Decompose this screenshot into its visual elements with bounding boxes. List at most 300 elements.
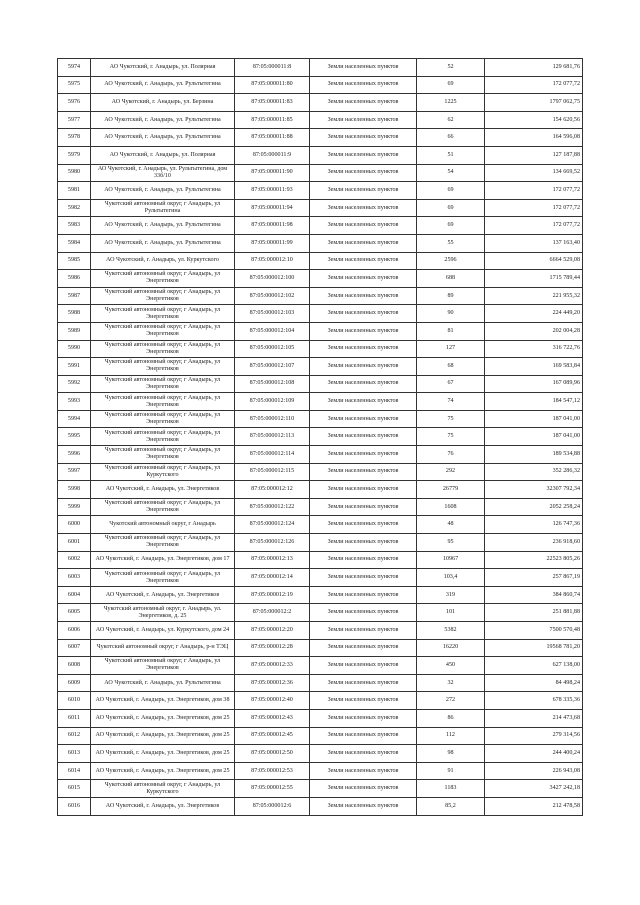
table-row	[58, 446, 583, 464]
table-row	[58, 692, 583, 710]
address-cell: Чукотский автономный округ, г Анадырь, ул Куркутского	[91, 780, 235, 798]
cadastral-value-cell: 279 314,56	[485, 727, 583, 745]
address-cell: Чукотский автономный округ, г Анадырь, ул Энергетиков	[91, 428, 235, 446]
table-row	[58, 481, 583, 499]
area-cell: 52	[417, 59, 485, 77]
row-number-cell: 6016	[58, 797, 91, 815]
address-cell: АО Чукотский, г. Анадырь, ул. Рультытегина	[91, 182, 235, 200]
table-row	[58, 410, 583, 428]
land-category-cell: Земли населенных пунктов	[310, 674, 417, 692]
cadastral-value-cell: 167 089,96	[485, 375, 583, 393]
cadastral-number-cell: 87:05:000012:105	[235, 340, 310, 358]
cadastral-number-cell: 87:05:000012:13	[235, 551, 310, 569]
table-row	[58, 340, 583, 358]
cadastral-number-cell: 87:05:000012:103	[235, 305, 310, 323]
table-row	[58, 94, 583, 112]
cadastral-number-cell: 87:05:000011:93	[235, 182, 310, 200]
cadastral-value-cell: 32307 792,34	[485, 481, 583, 499]
row-number-cell: 5981	[58, 182, 91, 200]
cadastral-value-cell: 3427 242,18	[485, 780, 583, 798]
cadastral-value-cell: 84 498,24	[485, 674, 583, 692]
row-number-cell: 6002	[58, 551, 91, 569]
cadastral-value-cell: 2052 258,24	[485, 498, 583, 516]
address-cell: АО Чукотский, г. Анадырь, ул. Куркутского	[91, 252, 235, 270]
cadastral-value-cell: 134 669,52	[485, 164, 583, 182]
row-number-cell: 6001	[58, 534, 91, 552]
cadastral-value-cell: 172 077,72	[485, 76, 583, 94]
row-number-cell: 5977	[58, 111, 91, 129]
address-cell: Чукотский автономный округ, г Анадырь, ул Энергетиков	[91, 569, 235, 587]
row-number-cell: 6010	[58, 692, 91, 710]
row-number-cell: 6008	[58, 657, 91, 675]
row-number-cell: 5985	[58, 252, 91, 270]
cadastral-value-cell: 221 955,32	[485, 287, 583, 305]
row-number-cell: 6007	[58, 639, 91, 657]
cadastral-number-cell: 87:05:000012:107	[235, 358, 310, 376]
area-cell: 75	[417, 410, 485, 428]
land-category-cell: Земли населенных пунктов	[310, 199, 417, 217]
table-row	[58, 305, 583, 323]
address-cell: АО Чукотский, г. Анадырь, ул. Энергетиков	[91, 586, 235, 604]
land-category-cell: Земли населенных пунктов	[310, 76, 417, 94]
land-category-cell: Земли населенных пунктов	[310, 586, 417, 604]
land-category-cell: Земли населенных пунктов	[310, 146, 417, 164]
cadastral-value-cell: 172 077,72	[485, 199, 583, 217]
address-cell: Чукотский автономный округ, г Анадырь, ул Энергетиков	[91, 305, 235, 323]
cadastral-number-cell: 87:05:000012:19	[235, 586, 310, 604]
address-cell: Чукотский автономный округ, г Анадырь, ул Энергетиков	[91, 393, 235, 411]
address-cell: Чукотский автономный округ, г Анадырь, ул Энергетиков	[91, 375, 235, 393]
cadastral-number-cell: 87:05:000012:50	[235, 745, 310, 763]
cadastral-number-cell: 87:05:000012:124	[235, 516, 310, 534]
table-row	[58, 604, 583, 622]
table-row	[58, 463, 583, 481]
row-number-cell: 6004	[58, 586, 91, 604]
table-row	[58, 164, 583, 182]
table-row	[58, 569, 583, 587]
land-category-cell: Земли населенных пунктов	[310, 639, 417, 657]
area-cell: 66	[417, 129, 485, 147]
cadastral-value-cell: 172 077,72	[485, 217, 583, 235]
cadastral-number-cell: 87:05:000012:45	[235, 727, 310, 745]
address-cell: Чукотский автономный округ, г Анадырь, ул Энергетиков	[91, 287, 235, 305]
cadastral-value-cell: 187 041,00	[485, 428, 583, 446]
cadastral-value-cell: 214 473,68	[485, 709, 583, 727]
table-row	[58, 428, 583, 446]
area-cell: 272	[417, 692, 485, 710]
cadastral-number-cell: 87:05:000012:6	[235, 797, 310, 815]
row-number-cell: 6015	[58, 780, 91, 798]
cadastral-value-cell: 169 583,84	[485, 358, 583, 376]
cadastral-number-cell: 87:05:000011:98	[235, 217, 310, 235]
address-cell: АО Чукотский, г. Анадырь, ул. Энергетиков, дом 38	[91, 692, 235, 710]
land-category-cell: Земли населенных пунктов	[310, 622, 417, 640]
table-row	[58, 182, 583, 200]
table-row	[58, 270, 583, 288]
address-cell: Чукотский автономный округ, г Анадырь	[91, 516, 235, 534]
cadastral-value-cell: 316 722,76	[485, 340, 583, 358]
cadastral-value-cell: 184 547,12	[485, 393, 583, 411]
cadastral-value-cell: 22523 805,26	[485, 551, 583, 569]
row-number-cell: 5992	[58, 375, 91, 393]
cadastral-number-cell: 87:05:000012:10	[235, 252, 310, 270]
address-cell: АО Чукотский, г. Анадырь, ул. Рультытегина	[91, 217, 235, 235]
area-cell: 292	[417, 463, 485, 481]
area-cell: 1608	[417, 498, 485, 516]
land-category-cell: Земли населенных пунктов	[310, 164, 417, 182]
table-row	[58, 551, 583, 569]
area-cell: 69	[417, 217, 485, 235]
cadastral-value-cell: 7500 570,48	[485, 622, 583, 640]
row-number-cell: 5996	[58, 446, 91, 464]
area-cell: 688	[417, 270, 485, 288]
land-category-cell: Земли населенных пунктов	[310, 217, 417, 235]
address-cell: Чукотский автономный округ, г Анадырь, ул Энергетиков	[91, 498, 235, 516]
land-category-cell: Земли населенных пунктов	[310, 709, 417, 727]
address-cell: АО Чукотский, г. Анадырь, ул. Куркутского, дом 24	[91, 622, 235, 640]
address-cell: АО Чукотский, г. Анадырь, ул. Энергетиков, дом 25	[91, 727, 235, 745]
row-number-cell: 5976	[58, 94, 91, 112]
row-number-cell: 5984	[58, 234, 91, 252]
address-cell: Чукотский автономный округ, г Анадырь, ул Рультытегина	[91, 199, 235, 217]
area-cell: 450	[417, 657, 485, 675]
address-cell: АО Чукотский, г. Анадырь, ул. Рультытегина	[91, 111, 235, 129]
cadastral-number-cell: 87:05:000011:90	[235, 164, 310, 182]
cadastral-value-cell: 137 163,40	[485, 234, 583, 252]
table-row	[58, 59, 583, 77]
land-category-cell: Земли населенных пунктов	[310, 481, 417, 499]
area-cell: 86	[417, 709, 485, 727]
land-category-cell: Земли населенных пунктов	[310, 287, 417, 305]
address-cell: Чукотский автономный округ, г Анадырь, ул Энергетиков	[91, 340, 235, 358]
row-number-cell: 6014	[58, 762, 91, 780]
cadastral-value-cell: 384 860,74	[485, 586, 583, 604]
table-row	[58, 674, 583, 692]
row-number-cell: 6009	[58, 674, 91, 692]
table-row	[58, 745, 583, 763]
cadastral-value-cell: 244 400,24	[485, 745, 583, 763]
land-category-cell: Земли населенных пунктов	[310, 94, 417, 112]
table-row	[58, 358, 583, 376]
row-number-cell: 5979	[58, 146, 91, 164]
table-row	[58, 234, 583, 252]
cadastral-value-cell: 352 286,32	[485, 463, 583, 481]
table-row	[58, 129, 583, 147]
land-category-cell: Земли населенных пунктов	[310, 446, 417, 464]
table-row	[58, 797, 583, 815]
cadastral-number-cell: 87:05:000012:115	[235, 463, 310, 481]
table-row	[58, 498, 583, 516]
land-category-cell: Земли населенных пунктов	[310, 375, 417, 393]
land-category-cell: Земли населенных пунктов	[310, 569, 417, 587]
table-row	[58, 657, 583, 675]
cadastral-number-cell: 87:05:000011:83	[235, 94, 310, 112]
land-category-cell: Земли населенных пунктов	[310, 270, 417, 288]
land-category-cell: Земли населенных пунктов	[310, 797, 417, 815]
land-category-cell: Земли населенных пунктов	[310, 234, 417, 252]
row-number-cell: 5974	[58, 59, 91, 77]
address-cell: АО Чукотский, г. Анадырь, ул. Энергетиков, дом 25	[91, 709, 235, 727]
cadastral-number-cell: 87:05:000011:94	[235, 199, 310, 217]
address-cell: АО Чукотский, г. Анадырь, ул. Энергетиков	[91, 797, 235, 815]
land-category-cell: Земли населенных пунктов	[310, 534, 417, 552]
table-row	[58, 287, 583, 305]
land-category-cell: Земли населенных пунктов	[310, 305, 417, 323]
address-cell: Чукотский автономный округ, г Анадырь, р-н ТЭЦ	[91, 639, 235, 657]
cadastral-number-cell: 87:05:000011:99	[235, 234, 310, 252]
area-cell: 74	[417, 393, 485, 411]
land-category-cell: Земли населенных пунктов	[310, 393, 417, 411]
address-cell: Чукотский автономный округ, г Анадырь, ул Энергетиков	[91, 657, 235, 675]
table-row	[58, 111, 583, 129]
cadastral-number-cell: 87:05:000012:14	[235, 569, 310, 587]
address-cell: АО Чукотский, г. Анадырь, ул. Энергетиков	[91, 481, 235, 499]
cadastral-value-cell: 627 138,00	[485, 657, 583, 675]
cadastral-number-cell: 87:05:000012:109	[235, 393, 310, 411]
table-row	[58, 375, 583, 393]
table-row	[58, 217, 583, 235]
land-category-cell: Земли населенных пунктов	[310, 358, 417, 376]
land-category-cell: Земли населенных пунктов	[310, 745, 417, 763]
table-row	[58, 534, 583, 552]
row-number-cell: 5995	[58, 428, 91, 446]
row-number-cell: 6000	[58, 516, 91, 534]
cadastral-value-cell: 236 918,60	[485, 534, 583, 552]
land-category-cell: Земли населенных пунктов	[310, 657, 417, 675]
land-category-cell: Земли населенных пунктов	[310, 727, 417, 745]
row-number-cell: 6006	[58, 622, 91, 640]
cadastral-number-cell: 87:05:000012:33	[235, 657, 310, 675]
address-cell: Чукотский автономный округ, г Анадырь, ул Куркутского	[91, 463, 235, 481]
row-number-cell: 5998	[58, 481, 91, 499]
table-row	[58, 393, 583, 411]
address-cell: АО Чукотский, г. Анадырь, ул. Рультытегина, дом 33б/10	[91, 164, 235, 182]
registry-table-body	[58, 59, 583, 816]
row-number-cell: 5994	[58, 410, 91, 428]
cadastral-value-cell: 1715 789,44	[485, 270, 583, 288]
area-cell: 127	[417, 340, 485, 358]
table-row	[58, 516, 583, 534]
land-category-cell: Земли населенных пунктов	[310, 604, 417, 622]
address-cell: АО Чукотский, г. Анадырь, ул. Рультытегина	[91, 674, 235, 692]
area-cell: 5382	[417, 622, 485, 640]
cadastral-number-cell: 87:05:000011:88	[235, 129, 310, 147]
area-cell: 69	[417, 76, 485, 94]
land-category-cell: Земли населенных пунктов	[310, 59, 417, 77]
cadastral-value-cell: 6664 529,08	[485, 252, 583, 270]
land-category-cell: Земли населенных пунктов	[310, 129, 417, 147]
row-number-cell: 5999	[58, 498, 91, 516]
table-row	[58, 199, 583, 217]
row-number-cell: 5982	[58, 199, 91, 217]
cadastral-value-cell: 126 747,36	[485, 516, 583, 534]
area-cell: 48	[417, 516, 485, 534]
address-cell: Чукотский автономный округ, г Анадырь, ул Энергетиков	[91, 322, 235, 340]
address-cell: Чукотский автономный округ, г Анадырь, ул Энергетиков	[91, 446, 235, 464]
area-cell: 101	[417, 604, 485, 622]
table-row	[58, 727, 583, 745]
cadastral-number-cell: 87:05:000012:28	[235, 639, 310, 657]
cadastral-number-cell: 87:05:000012:40	[235, 692, 310, 710]
land-category-cell: Земли населенных пунктов	[310, 428, 417, 446]
area-cell: 91	[417, 762, 485, 780]
cadastral-number-cell: 87:05:000012:43	[235, 709, 310, 727]
area-cell: 26779	[417, 481, 485, 499]
cadastral-number-cell: 87:05:000012:104	[235, 322, 310, 340]
cadastral-number-cell: 87:05:000012:113	[235, 428, 310, 446]
cadastral-number-cell: 87:05:000012:36	[235, 674, 310, 692]
cadastral-value-cell: 212 478,58	[485, 797, 583, 815]
cadastral-number-cell: 87:05:000012:53	[235, 762, 310, 780]
area-cell: 10967	[417, 551, 485, 569]
land-category-cell: Земли населенных пунктов	[310, 252, 417, 270]
table-row	[58, 322, 583, 340]
area-cell: 69	[417, 182, 485, 200]
address-cell: Чукотский автономный округ, г Анадырь, ул Энергетиков	[91, 410, 235, 428]
cadastral-value-cell: 189 534,88	[485, 446, 583, 464]
cadastral-number-cell: 87:05:000012:20	[235, 622, 310, 640]
address-cell: АО Чукотский, г. Анадырь, ул. Энергетиков, дом 25	[91, 745, 235, 763]
row-number-cell: 6011	[58, 709, 91, 727]
table-row	[58, 709, 583, 727]
cadastral-value-cell: 251 881,88	[485, 604, 583, 622]
area-cell: 1183	[417, 780, 485, 798]
row-number-cell: 6003	[58, 569, 91, 587]
address-cell: Чукотский автономный округ, г Анадырь, ул Энергетиков	[91, 270, 235, 288]
cadastral-number-cell: 87:05:000012:55	[235, 780, 310, 798]
cadastral-number-cell: 87:05:000012:100	[235, 270, 310, 288]
cadastral-value-cell: 257 867,19	[485, 569, 583, 587]
area-cell: 75	[417, 428, 485, 446]
land-category-cell: Земли населенных пунктов	[310, 551, 417, 569]
address-cell: АО Чукотский, г. Анадырь, ул. Энергетиков, дом 17	[91, 551, 235, 569]
area-cell: 62	[417, 111, 485, 129]
area-cell: 68	[417, 358, 485, 376]
area-cell: 2596	[417, 252, 485, 270]
table-row	[58, 780, 583, 798]
land-category-cell: Земли населенных пунктов	[310, 182, 417, 200]
area-cell: 90	[417, 305, 485, 323]
cadastral-value-cell: 1797 062,75	[485, 94, 583, 112]
address-cell: АО Чукотский, г. Анадырь, ул. Рультытегина	[91, 76, 235, 94]
cadastral-number-cell: 87:05:000011:8	[235, 59, 310, 77]
cadastral-number-cell: 87:05:000011:85	[235, 111, 310, 129]
address-cell: АО Чукотский, г. Анадырь, ул. Рультытегина	[91, 234, 235, 252]
row-number-cell: 5989	[58, 322, 91, 340]
cadastral-number-cell: 87:05:000012:12	[235, 481, 310, 499]
land-category-cell: Земли населенных пунктов	[310, 692, 417, 710]
area-cell: 85,2	[417, 797, 485, 815]
table-row	[58, 252, 583, 270]
area-cell: 16220	[417, 639, 485, 657]
area-cell: 69	[417, 199, 485, 217]
address-cell: Чукотский автономный округ, г. Анадырь, ул. Энергетиков, д. 25	[91, 604, 235, 622]
area-cell: 319	[417, 586, 485, 604]
cadastral-number-cell: 87:05:000012:126	[235, 534, 310, 552]
area-cell: 98	[417, 745, 485, 763]
row-number-cell: 5993	[58, 393, 91, 411]
land-registry-table	[57, 58, 583, 816]
row-number-cell: 5988	[58, 305, 91, 323]
area-cell: 81	[417, 322, 485, 340]
cadastral-value-cell: 172 077,72	[485, 182, 583, 200]
cadastral-number-cell: 87:05:000012:2	[235, 604, 310, 622]
table-row	[58, 76, 583, 94]
table-row	[58, 639, 583, 657]
table-row	[58, 622, 583, 640]
row-number-cell: 5980	[58, 164, 91, 182]
row-number-cell: 5987	[58, 287, 91, 305]
row-number-cell: 5983	[58, 217, 91, 235]
cadastral-value-cell: 187 041,00	[485, 410, 583, 428]
land-category-cell: Земли населенных пунктов	[310, 780, 417, 798]
cadastral-value-cell: 202 004,28	[485, 322, 583, 340]
row-number-cell: 5978	[58, 129, 91, 147]
area-cell: 54	[417, 164, 485, 182]
land-category-cell: Земли населенных пунктов	[310, 516, 417, 534]
cadastral-value-cell: 678 335,36	[485, 692, 583, 710]
area-cell: 55	[417, 234, 485, 252]
land-category-cell: Земли населенных пунктов	[310, 340, 417, 358]
address-cell: Чукотский автономный округ, г Анадырь, ул Энергетиков	[91, 534, 235, 552]
cadastral-value-cell: 164 596,08	[485, 129, 583, 147]
row-number-cell: 5986	[58, 270, 91, 288]
address-cell: АО Чукотский, г. Анадырь, ул. Энергетиков, дом 25	[91, 762, 235, 780]
row-number-cell: 5997	[58, 463, 91, 481]
area-cell: 67	[417, 375, 485, 393]
cadastral-number-cell: 87:05:000012:122	[235, 498, 310, 516]
area-cell: 95	[417, 534, 485, 552]
table-row	[58, 762, 583, 780]
address-cell: АО Чукотский, г. Анадырь, ул. Полярная	[91, 146, 235, 164]
table-row	[58, 146, 583, 164]
address-cell: АО Чукотский, г. Анадырь, ул. Рультытегина	[91, 129, 235, 147]
area-cell: 32	[417, 674, 485, 692]
land-category-cell: Земли населенных пунктов	[310, 322, 417, 340]
address-cell: Чукотский автономный округ, г Анадырь, ул Энергетиков	[91, 358, 235, 376]
cadastral-value-cell: 19568 781,20	[485, 639, 583, 657]
cadastral-number-cell: 87:05:000012:114	[235, 446, 310, 464]
land-category-cell: Земли населенных пунктов	[310, 762, 417, 780]
table-row	[58, 586, 583, 604]
area-cell: 51	[417, 146, 485, 164]
cadastral-value-cell: 224 449,20	[485, 305, 583, 323]
address-cell: АО Чукотский, г. Анадырь, ул. Полярная	[91, 59, 235, 77]
area-cell: 103,4	[417, 569, 485, 587]
cadastral-number-cell: 87:05:000011:80	[235, 76, 310, 94]
cadastral-number-cell: 87:05:000011:9	[235, 146, 310, 164]
cadastral-value-cell: 226 943,08	[485, 762, 583, 780]
cadastral-number-cell: 87:05:000012:110	[235, 410, 310, 428]
cadastral-value-cell: 127 187,88	[485, 146, 583, 164]
area-cell: 89	[417, 287, 485, 305]
area-cell: 76	[417, 446, 485, 464]
cadastral-number-cell: 87:05:000012:102	[235, 287, 310, 305]
area-cell: 112	[417, 727, 485, 745]
land-category-cell: Земли населенных пунктов	[310, 410, 417, 428]
row-number-cell: 6012	[58, 727, 91, 745]
cadastral-value-cell: 154 620,56	[485, 111, 583, 129]
land-category-cell: Земли населенных пунктов	[310, 498, 417, 516]
row-number-cell: 6005	[58, 604, 91, 622]
area-cell: 1225	[417, 94, 485, 112]
cadastral-number-cell: 87:05:000012:108	[235, 375, 310, 393]
address-cell: АО Чукотский, г. Анадырь, ул. Берзина	[91, 94, 235, 112]
land-category-cell: Земли населенных пунктов	[310, 111, 417, 129]
land-category-cell: Земли населенных пунктов	[310, 463, 417, 481]
row-number-cell: 5990	[58, 340, 91, 358]
row-number-cell: 5991	[58, 358, 91, 376]
